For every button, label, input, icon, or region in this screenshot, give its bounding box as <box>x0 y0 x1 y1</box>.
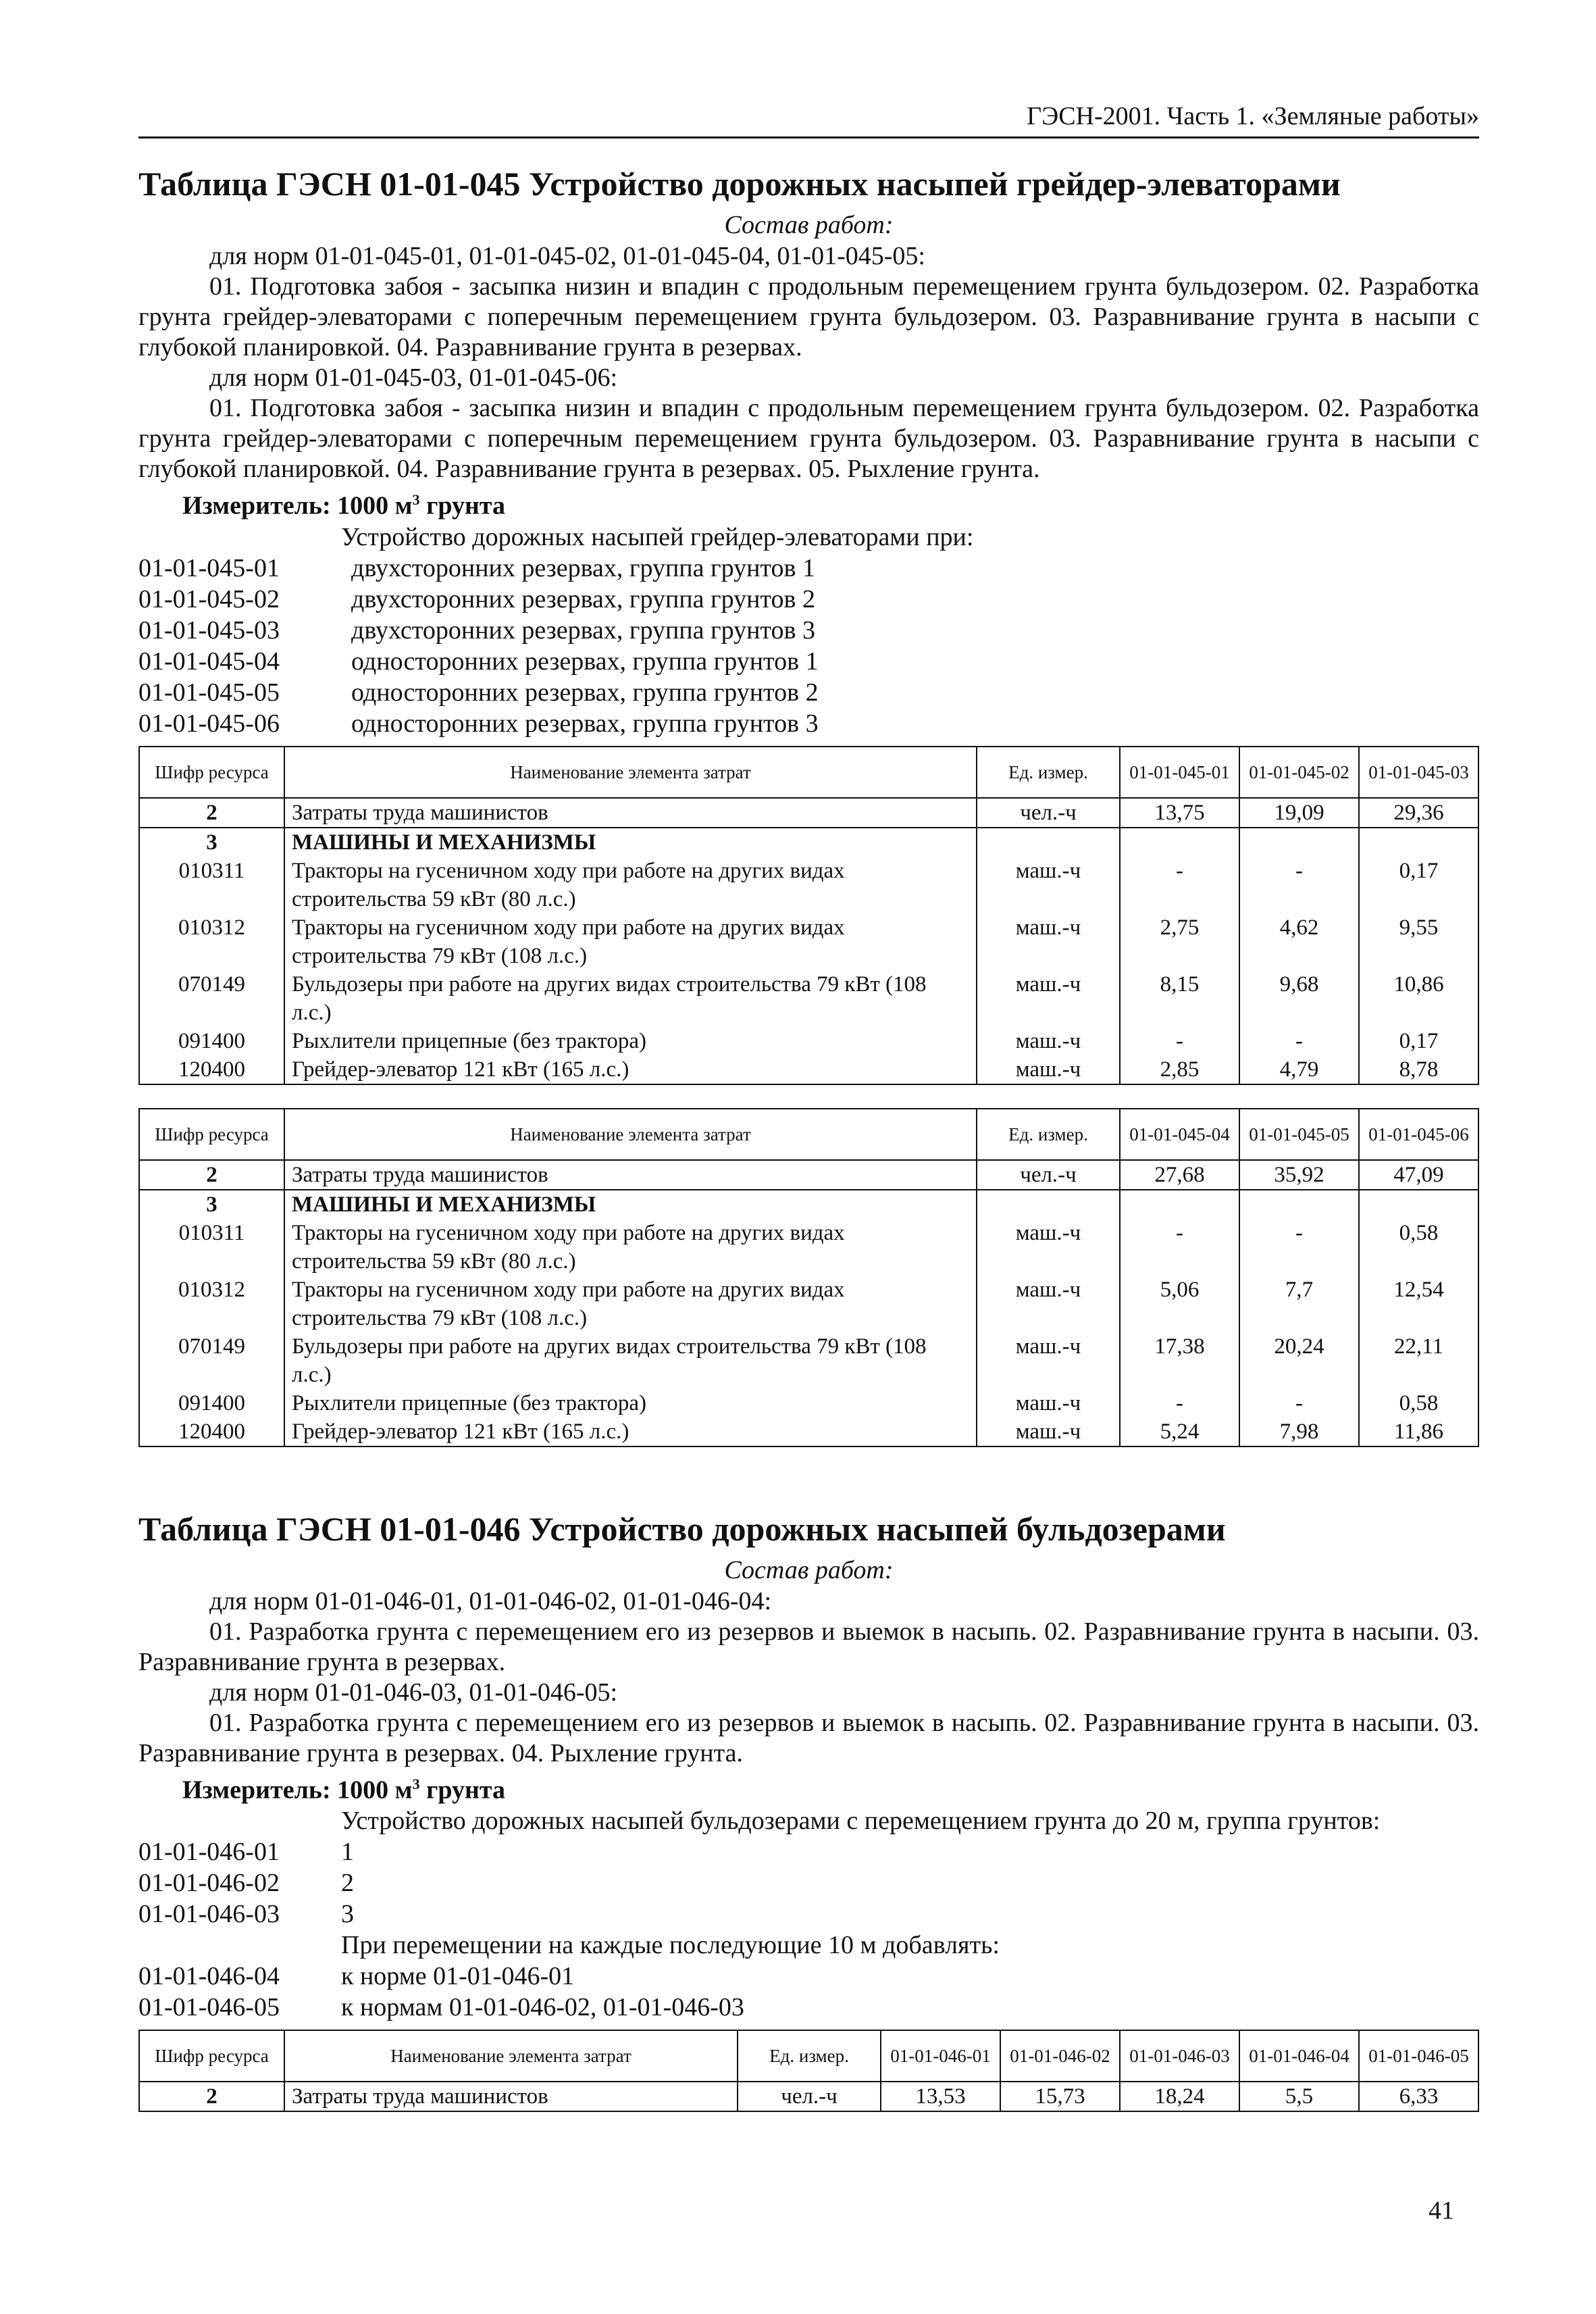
norm-code: 01-01-045-06 <box>138 709 280 738</box>
document-page <box>138 101 1479 2112</box>
table-row <box>139 1027 1478 1055</box>
cell-value: 11,86 <box>1359 1417 1478 1447</box>
norm-row <box>138 584 1479 615</box>
table-row <box>139 798 1478 828</box>
norm-code: 01-01-046-05 <box>138 1993 280 2022</box>
cell-code: 091400 <box>139 1027 284 1055</box>
norm-row <box>138 1961 1479 1992</box>
cell-value: 4,79 <box>1239 1055 1359 1084</box>
cell-value <box>1239 828 1359 857</box>
cell-value: - <box>1120 1027 1239 1055</box>
t46-measure <box>138 1769 1479 1806</box>
cell-unit: маш.-ч <box>977 1417 1120 1447</box>
norm-row <box>138 1867 1479 1898</box>
cell-value <box>1239 1190 1359 1219</box>
cell-value: 9,68 <box>1239 970 1359 1027</box>
t46-measure-sup: 3 <box>412 1775 420 1792</box>
norm-code: 01-01-046-04 <box>138 1962 280 1991</box>
cell-value: 4,62 <box>1239 913 1359 970</box>
norm-desc: 2 <box>341 1869 354 1898</box>
table-row <box>139 1389 1478 1417</box>
cell-value: 15,73 <box>1000 2082 1120 2111</box>
t45-resource-table-2 <box>138 1108 1479 1447</box>
norm-code: 01-01-045-03 <box>138 615 280 645</box>
norm-code: 01-01-045-01 <box>138 553 280 582</box>
col-header-norm: 01-01-045-05 <box>1239 1109 1359 1160</box>
t45-measure-prefix: Измеритель: 1000 м <box>182 491 413 520</box>
norm-code: 01-01-045-02 <box>138 584 280 613</box>
cell-name: МАШИНЫ И МЕХАНИЗМЫ <box>284 1190 977 1219</box>
cell-value <box>1120 828 1239 857</box>
cell-code: 091400 <box>139 1389 284 1417</box>
cell-value: - <box>1120 1219 1239 1276</box>
col-header-name: Наименование элемента затрат <box>284 747 977 798</box>
t46-for-norms-2: для норм 01-01-046-03, 01-01-046-05: <box>209 1678 618 1707</box>
cell-name: Рыхлители прицепные (без трактора) <box>284 1389 977 1417</box>
cell-value: 2,85 <box>1120 1055 1239 1084</box>
cell-unit: маш.-ч <box>977 1219 1120 1276</box>
col-header-unit: Ед. измер. <box>738 2030 881 2082</box>
cell-code: 010312 <box>139 1276 284 1332</box>
cell-unit: чел.-ч <box>977 1160 1120 1190</box>
norm-desc: односторонних резервах, группа грунтов 1 <box>351 647 819 676</box>
cell-value <box>1359 828 1478 857</box>
cell-unit <box>977 1190 1120 1219</box>
cell-value: 0,17 <box>1359 1027 1478 1055</box>
table-row <box>139 1417 1478 1447</box>
norm-desc: двухсторонних резервах, группа грунтов 2 <box>351 584 815 613</box>
cell-unit <box>977 828 1120 857</box>
cell-value: 5,24 <box>1120 1417 1239 1447</box>
t46-resource-table <box>138 2030 1479 2112</box>
col-header-norm: 01-01-046-03 <box>1120 2030 1239 2082</box>
col-header-code: Шифр ресурса <box>139 747 284 798</box>
norm-desc: 1 <box>341 1838 354 1867</box>
col-header-code: Шифр ресурса <box>139 2030 284 2082</box>
cell-value: - <box>1239 857 1359 913</box>
cell-unit: маш.-ч <box>977 1389 1120 1417</box>
table-row <box>139 857 1478 913</box>
cell-value: - <box>1120 1389 1239 1417</box>
cell-name: Тракторы на гусеничном ходу при работе на других видах строительства 79 кВт (108 л.с.) <box>284 913 977 970</box>
cell-value: 18,24 <box>1120 2082 1239 2111</box>
cell-value: - <box>1120 857 1239 913</box>
col-header-unit: Ед. измер. <box>977 747 1120 798</box>
norm-desc: двухсторонних резервах, группа грунтов 1 <box>351 553 815 582</box>
t46-for-norms-1: для норм 01-01-046-01, 01-01-046-02, 01-01-046-04: <box>209 1586 772 1615</box>
table-row <box>139 970 1478 1027</box>
norm-desc: односторонних резервах, группа грунтов 2 <box>351 678 819 707</box>
t45-measure-sup: 3 <box>412 491 420 508</box>
norm-row <box>138 615 1479 646</box>
cell-value: 7,7 <box>1239 1276 1359 1332</box>
cell-value: 22,11 <box>1359 1332 1478 1389</box>
norm-code: 01-01-045-05 <box>138 678 280 707</box>
t45-norms-list <box>138 553 1479 739</box>
table-046-title: Таблица ГЭСН 01-01-046 Устройство дорожных насыпей бульдозерами <box>138 1509 1226 1548</box>
t46-work-text-1: 01. Разработка грунта с перемещением его из резервов и выемок в насыпь. 02. Разравнивание грунта в насыпи. 03. Разравнивание грунта в резервах. <box>138 1617 1479 1676</box>
cell-code: 3 <box>139 828 284 857</box>
cell-code: 2 <box>139 2082 284 2111</box>
cell-value: 0,17 <box>1359 857 1478 913</box>
cell-code: 010311 <box>139 857 284 913</box>
table-row <box>139 1219 1478 1276</box>
cell-name: Грейдер-элеватор 121 кВт (165 л.с.) <box>284 1055 977 1084</box>
t46-measure-suffix: грунта <box>419 1776 505 1805</box>
t46-measure-prefix: Измеритель: 1000 м <box>182 1776 413 1805</box>
cell-value: 0,58 <box>1359 1219 1478 1276</box>
running-header: ГЭСН-2001. Часть 1. «Земляные работы» <box>138 101 1479 139</box>
cell-value: 29,36 <box>1359 798 1478 828</box>
table-row <box>139 1160 1478 1190</box>
cell-name: Тракторы на гусеничном ходу при работе на других видах строительства 59 кВт (80 л.с.) <box>284 857 977 913</box>
norm-desc: 3 <box>341 1900 354 1929</box>
norm-code: 01-01-045-04 <box>138 647 280 676</box>
col-header-norm: 01-01-045-03 <box>1359 747 1478 798</box>
norm-row <box>138 1992 1479 2023</box>
table-header-row <box>139 747 1478 798</box>
t46-composition-label: Состав работ: <box>724 1555 894 1584</box>
norm-desc: односторонних резервах, группа грунтов 3 <box>351 709 819 738</box>
table-header-row <box>139 2030 1478 2082</box>
cell-value: 19,09 <box>1239 798 1359 828</box>
norm-row <box>138 708 1479 739</box>
col-header-norm: 01-01-045-01 <box>1120 747 1239 798</box>
cell-name: Тракторы на гусеничном ходу при работе на других видах строительства 79 кВт (108 л.с.) <box>284 1276 977 1332</box>
cell-name: МАШИНЫ И МЕХАНИЗМЫ <box>284 828 977 857</box>
cell-code: 120400 <box>139 1417 284 1447</box>
cell-unit: маш.-ч <box>977 913 1120 970</box>
cell-value: 9,55 <box>1359 913 1478 970</box>
table-row <box>139 2082 1478 2111</box>
cell-code: 010311 <box>139 1219 284 1276</box>
t46-intro: Устройство дорожных насыпей бульдозерами с перемещением грунта до 20 м, группа грунтов: <box>341 1807 1381 1836</box>
t45-for-norms-2: для норм 01-01-045-03, 01-01-045-06: <box>209 363 618 392</box>
cell-value: 0,58 <box>1359 1389 1478 1417</box>
cell-name: Рыхлители прицепные (без трактора) <box>284 1027 977 1055</box>
cell-value: 35,92 <box>1239 1160 1359 1190</box>
cell-code: 070149 <box>139 970 284 1027</box>
cell-unit: маш.-ч <box>977 1276 1120 1332</box>
cell-value: 13,53 <box>881 2082 1000 2111</box>
cell-unit: маш.-ч <box>977 970 1120 1027</box>
norm-row <box>138 1898 1479 1930</box>
cell-name: Бульдозеры при работе на других видах строительства 79 кВт (108 л.с.) <box>284 1332 977 1389</box>
t45-intro: Устройство дорожных насыпей грейдер-элеваторами при: <box>341 522 974 551</box>
cell-value: 8,15 <box>1120 970 1239 1027</box>
t45-resource-table-1 <box>138 746 1479 1085</box>
cell-value: 20,24 <box>1239 1332 1359 1389</box>
col-header-norm: 01-01-045-06 <box>1359 1109 1478 1160</box>
cell-value: 27,68 <box>1120 1160 1239 1190</box>
norm-desc: к нормам 01-01-046-02, 01-01-046-03 <box>341 1993 744 2022</box>
cell-value: 47,09 <box>1359 1160 1478 1190</box>
col-header-norm: 01-01-046-04 <box>1239 2030 1359 2082</box>
cell-value: 17,38 <box>1120 1332 1239 1389</box>
norm-row <box>138 677 1479 708</box>
cell-unit: чел.-ч <box>977 798 1120 828</box>
cell-value: - <box>1239 1027 1359 1055</box>
col-header-unit: Ед. измер. <box>977 1109 1120 1160</box>
cell-value: 12,54 <box>1359 1276 1478 1332</box>
cell-code: 3 <box>139 1190 284 1219</box>
cell-value <box>1359 1190 1478 1219</box>
cell-name: Грейдер-элеватор 121 кВт (165 л.с.) <box>284 1417 977 1447</box>
table-header-row <box>139 1109 1478 1160</box>
table-row <box>139 828 1478 857</box>
norm-desc: к норме 01-01-046-01 <box>341 1962 575 1991</box>
cell-name: Затраты труда машинистов <box>284 2082 738 2111</box>
norm-code: 01-01-046-03 <box>138 1900 280 1929</box>
cell-value: 10,86 <box>1359 970 1478 1027</box>
cell-name: Бульдозеры при работе на других видах строительства 79 кВт (108 л.с.) <box>284 970 977 1027</box>
cell-unit: маш.-ч <box>977 1332 1120 1389</box>
table-row <box>139 1276 1478 1332</box>
col-header-norm: 01-01-046-01 <box>881 2030 1000 2082</box>
cell-value: 6,33 <box>1359 2082 1478 2111</box>
cell-value: 5,5 <box>1239 2082 1359 2111</box>
col-header-norm: 01-01-045-04 <box>1120 1109 1239 1160</box>
col-header-norm: 01-01-045-02 <box>1239 747 1359 798</box>
t45-measure <box>138 484 1479 522</box>
table-row <box>139 1190 1478 1219</box>
t46-intro-2: При перемещении на каждые последующие 10 м добавлять: <box>341 1931 1000 1960</box>
t45-measure-suffix: грунта <box>419 491 505 520</box>
cell-code: 010312 <box>139 913 284 970</box>
norm-code: 01-01-046-02 <box>138 1869 280 1898</box>
cell-unit: маш.-ч <box>977 1027 1120 1055</box>
norm-desc: двухсторонних резервах, группа грунтов 3 <box>351 615 815 645</box>
t46-norms-list <box>138 1836 1479 1930</box>
cell-value: 13,75 <box>1120 798 1239 828</box>
col-header-name: Наименование элемента затрат <box>284 2030 738 2082</box>
cell-value: 2,75 <box>1120 913 1239 970</box>
cell-unit: чел.-ч <box>738 2082 881 2111</box>
col-header-norm: 01-01-046-05 <box>1359 2030 1478 2082</box>
norm-row <box>138 553 1479 584</box>
t45-composition-label: Состав работ: <box>724 211 894 239</box>
table-045-title: Таблица ГЭСН 01-01-045 Устройство дорожных насыпей грейдер-элеваторами <box>138 165 1341 203</box>
cell-value: 5,06 <box>1120 1276 1239 1332</box>
t46-work-text-2: 01. Разработка грунта с перемещением его из резервов и выемок в насыпь. 02. Разравнивание грунта в насыпи. 03. Разравнивание грунта в резервах. 04. Рыхление грунта. <box>138 1708 1479 1767</box>
cell-value: - <box>1239 1219 1359 1276</box>
cell-code: 070149 <box>139 1332 284 1389</box>
cell-name: Затраты труда машинистов <box>284 1160 977 1190</box>
page-number: 41 <box>1428 2196 1454 2225</box>
cell-code: 120400 <box>139 1055 284 1084</box>
t46-norms-list-2 <box>138 1961 1479 2023</box>
norm-code: 01-01-046-01 <box>138 1838 280 1867</box>
table-row <box>139 1055 1478 1084</box>
cell-value: 7,98 <box>1239 1417 1359 1447</box>
cell-name: Тракторы на гусеничном ходу при работе на других видах строительства 59 кВт (80 л.с.) <box>284 1219 977 1276</box>
norm-row <box>138 1836 1479 1867</box>
cell-value: - <box>1239 1389 1359 1417</box>
cell-code: 2 <box>139 1160 284 1190</box>
t45-work-text-1: 01. Подготовка забоя - засыпка низин и впадин с продольным перемещением грунта бульдозером. 02. Разработка грунта грейдер-элеваторами с поперечным перемещением грунта бульдозером. 03. Разравнивание грунта в насыпи с глубокой планировкой. 04. Разравнивание грунта в резервах. <box>138 272 1479 361</box>
norm-row <box>138 646 1479 677</box>
cell-unit: маш.-ч <box>977 857 1120 913</box>
t45-for-norms-1: для норм 01-01-045-01, 01-01-045-02, 01-01-045-04, 01-01-045-05: <box>209 242 925 270</box>
table-row <box>139 1332 1478 1389</box>
table-row <box>139 913 1478 970</box>
col-header-norm: 01-01-046-02 <box>1000 2030 1120 2082</box>
cell-value: 8,78 <box>1359 1055 1478 1084</box>
t45-work-text-2: 01. Подготовка забоя - засыпка низин и впадин с продольным перемещением грунта бульдозером. 02. Разработка грунта грейдер-элеваторами с поперечным перемещением грунта бульдозером. 03. Разравнивание грунта в насыпи с глубокой планировкой. 04. Разравнивание грунта в резервах. 05. Рыхление грунта. <box>138 394 1479 483</box>
cell-code: 2 <box>139 798 284 828</box>
col-header-name: Наименование элемента затрат <box>284 1109 977 1160</box>
cell-unit: маш.-ч <box>977 1055 1120 1084</box>
col-header-code: Шифр ресурса <box>139 1109 284 1160</box>
cell-name: Затраты труда машинистов <box>284 798 977 828</box>
cell-value <box>1120 1190 1239 1219</box>
